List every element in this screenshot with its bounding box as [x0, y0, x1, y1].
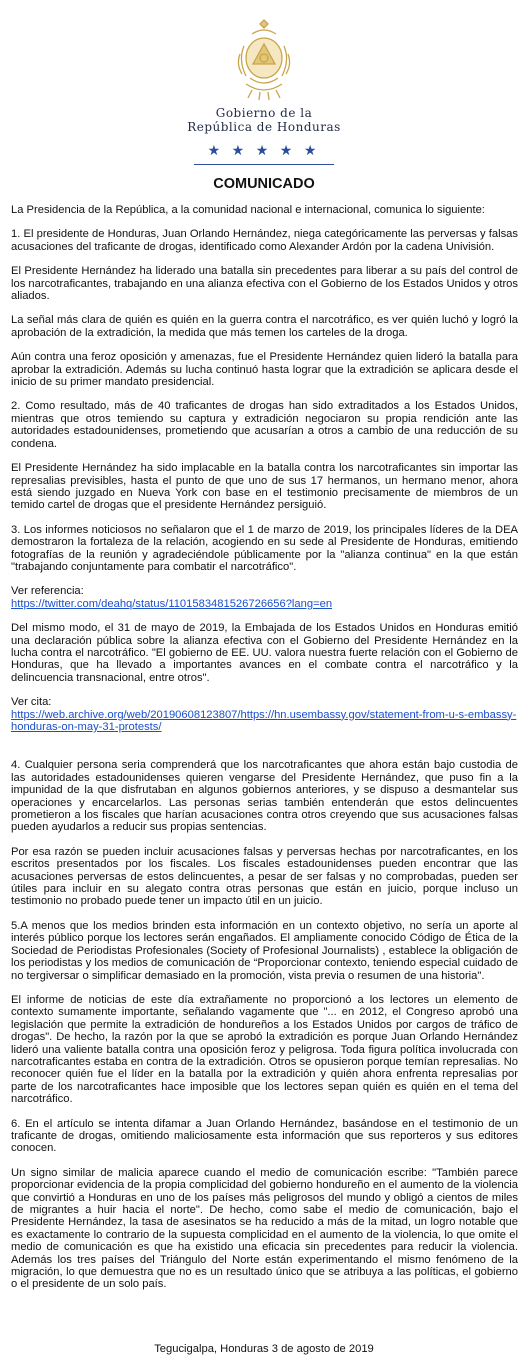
paragraph-5: 2. Como resultado, más de 40 traficantes de drogas han sido extraditados a los Estados Unidos, mientras que otros temiendo su captura y extradición negociaron su propia rendición ante las autoridades estadounidenses, prometiendo que acusarían a otros a cambio de una reducción de su condena. [11, 400, 518, 450]
government-name-line1: Gobierno de la [215, 106, 313, 120]
place-and-date: Tegucigalpa, Honduras 3 de agosto de 2019 [154, 1343, 374, 1355]
twitter-reference-link[interactable]: https://twitter.com/deahq/status/1101583481526726656?lang=en [11, 597, 333, 610]
paragraph-intro: La Presidencia de la República, a la comunidad nacional e internacional, comunica lo siguiente: [11, 204, 485, 216]
paragraph-13: 6. En el artículo se intenta difamar a Juan Orlando Hernández, basándose en el testimonio de un traficante de drogas, omitiendo maliciosamente esta información que sus reporteros y sus editores conocen. [11, 1117, 518, 1155]
embassy-citation-link[interactable]: https://web.archive.org/web/20190608123807/https://hn.usembassy.gov/statement-from-u-s-embassy-honduras-on-may-31-protests/ [11, 708, 517, 733]
stars-row-icon: ★ ★ ★ ★ ★ [207, 144, 321, 159]
letterhead [0, 14, 528, 165]
reference-label: Ver referencia: [11, 585, 84, 598]
paragraph-7: 3. Los informes noticiosos no señalaron que el 1 de marzo de 2019, los principales líderes de la DEA demostraron la fortaleza de la relación, acogiendo en su sede al Presidente de Honduras, emitiendo fotografías de la reunión y agradeciéndole públicamente por la "alianza continua" en la que están "trabajando conjuntamente para combatir el narcotráfico". [11, 523, 518, 573]
citation-link-paragraph [11, 709, 518, 734]
paragraph-10: Por esa razón se pueden incluir acusaciones falsas y perversas hechas por narcotraficantes, en los escritos presentados por los fiscales. Los fiscales estadounidenses pueden encontrar que las acusaciones perversas de estos delincuentes, a pesar de ser falsas y no comprobadas, pueden ser útiles para incluir en su alegato contra otras personas que están en juicio, porque incluso un testimonio no probado puede tener un impacto útil en un juicio. [11, 845, 518, 908]
government-name-line2: República de Honduras [187, 120, 341, 134]
paragraph-2: El Presidente Hernández ha liderado una batalla sin precedentes para liberar a su país del control de los narcotraficantes, trabajando en una alianza efectiva con el Gobierno de los Estados Unidos y otros aliados. [11, 265, 518, 303]
document-title: COMUNICADO [213, 176, 315, 192]
paragraph-12: El informe de noticias de este día extrañamente no proporcionó a los lectores un elemento de contexto sumamente importante, señalando vagamente que "... en 2012, el Congreso aprobó una legislación que permite la extradición de hondureños a los Estados Unidos por cargos de tráfico de drogas". De hecho, la razón por la que se aprobó la extradición es porque Juan Orlando Hernández lideró una valiente batalla contra una oposición feroz y peligrosa. Toda figura política involucrada con narcotraficantes estaba en contra de la extradición. Otros se opusieron porque temían represalias. No reconocer quién fue el líder en la batalla por la extradición y quién ahora enfrenta represalias por parte de los narcotraficantes hace imposible que los lectores sepan quién es quién en el tema del narcotráfico. [11, 993, 518, 1106]
document-body [11, 204, 518, 1303]
paragraph-8: Del mismo modo, el 31 de mayo de 2019, la Embajada de los Estados Unidos en Honduras emitió una declaración pública sobre la alianza efectiva con el Gobierno del Presidente Hernández en la lucha contra el narcotráfico. "El gobierno de EE. UU. valora nuestra fuerte relación con el Gobierno de Honduras, que ha llevado a importantes avances en el combate contra el narcotráfico y la delincuencia transnacional, entre otros". [11, 622, 518, 684]
paragraph-3: La señal más clara de quién es quién en la guerra contra el narcotráfico, es ver quién luchó y logró la aprobación de la extradición, la medida que más temen los carteles de la droga. [11, 314, 518, 339]
paragraph-9: 4. Cualquier persona seria comprenderá que los narcotraficantes que ahora están bajo custodia de las autoridades estadounidenses quieren vengarse del Presidente Hernández, que puso fin a la impunidad de la que disfrutaban en algunos gobiernos anteriores, y se dispuso a desmantelar sus operaciones y encarcelarlos. Las personas serias también entenderán que estos delincuentes prometieron a los fiscales que harían acusaciones contra otros creyendo que sus acusaciones falsas pueden ayudarlos a reducir sus propias sentencias. [11, 759, 518, 834]
honduras-coat-of-arms-icon [230, 14, 298, 104]
reference-link-paragraph [11, 598, 518, 610]
paragraph-14: Un signo similar de malicia aparece cuando el medio de comunicación escribe: "También parece proporcionar evidencia de la propia complicidad del gobierno hondureño en el aumento de la violencia que convirtió a Honduras en uno de los países más peligrosos del mundo y obligó a cientos de miles de migrantes a huir hacia el norte". De hecho, como sabe el medio de comunicación, bajo el Presidente Hernández, la tasa de asesinatos se ha reducido a más de la mitad, un logro notable que es exactamente lo contrario de la supuesta complicidad en el aumento de la violencia, lo que omite el medio de comunicación es que ha existido una eficacia sin precedentes para reducir la violencia. Además los tres países del Triángulo del Norte están experimentando el mismo fenómeno de la migración, lo que demuestra que no es un resultado único que se atribuya a las políticas, el gobierno o el presidente de un solo país. [11, 1166, 518, 1291]
paragraph-1: 1. El presidente de Honduras, Juan Orlando Hernández, niega categóricamente las perversas y falsas acusaciones del traficante de drogas, identificado como Alexander Ardón por la cadena Univisión. [11, 228, 518, 253]
paragraph-6: El Presidente Hernández ha sido implacable en la batalla contra los narcotraficantes sin importar las represalias previsibles, hasta el punto de que uno de sus 17 hermanos, un hermano menor, ahora está siendo juzgado en Nueva York con base en el testimonio precisamente de miembros de un temido cartel de drogas que el presidente Hernández persiguió. [11, 462, 518, 512]
paragraph-4: Aún contra una feroz oposición y amenazas, fue el Presidente Hernández quien lideró la batalla para aprobar la extradición. Además su lucha continuó hasta lograr que la extradición se aplicara desde el inicio de su primer mandato presidencial. [11, 351, 518, 389]
paragraph-11: 5.A menos que los medios brinden esta información en un contexto objetivo, no sería un aporte al interés público porque los lectores serán engañados. El ampliamente conocido Código de Ética de la Sociedad de Periodistas Profesionales (Society of Profesional Journalists) , establece la obligación de los periodistas y los medios de comunicación de “Proporcionar contexto, teniendo especial cuidado de no tergiversar o simplificar demasiado en la promoción, vista previa o resumen de una historia". [11, 919, 518, 982]
header-divider [194, 164, 334, 165]
citation-label: Ver cita: [11, 696, 52, 709]
